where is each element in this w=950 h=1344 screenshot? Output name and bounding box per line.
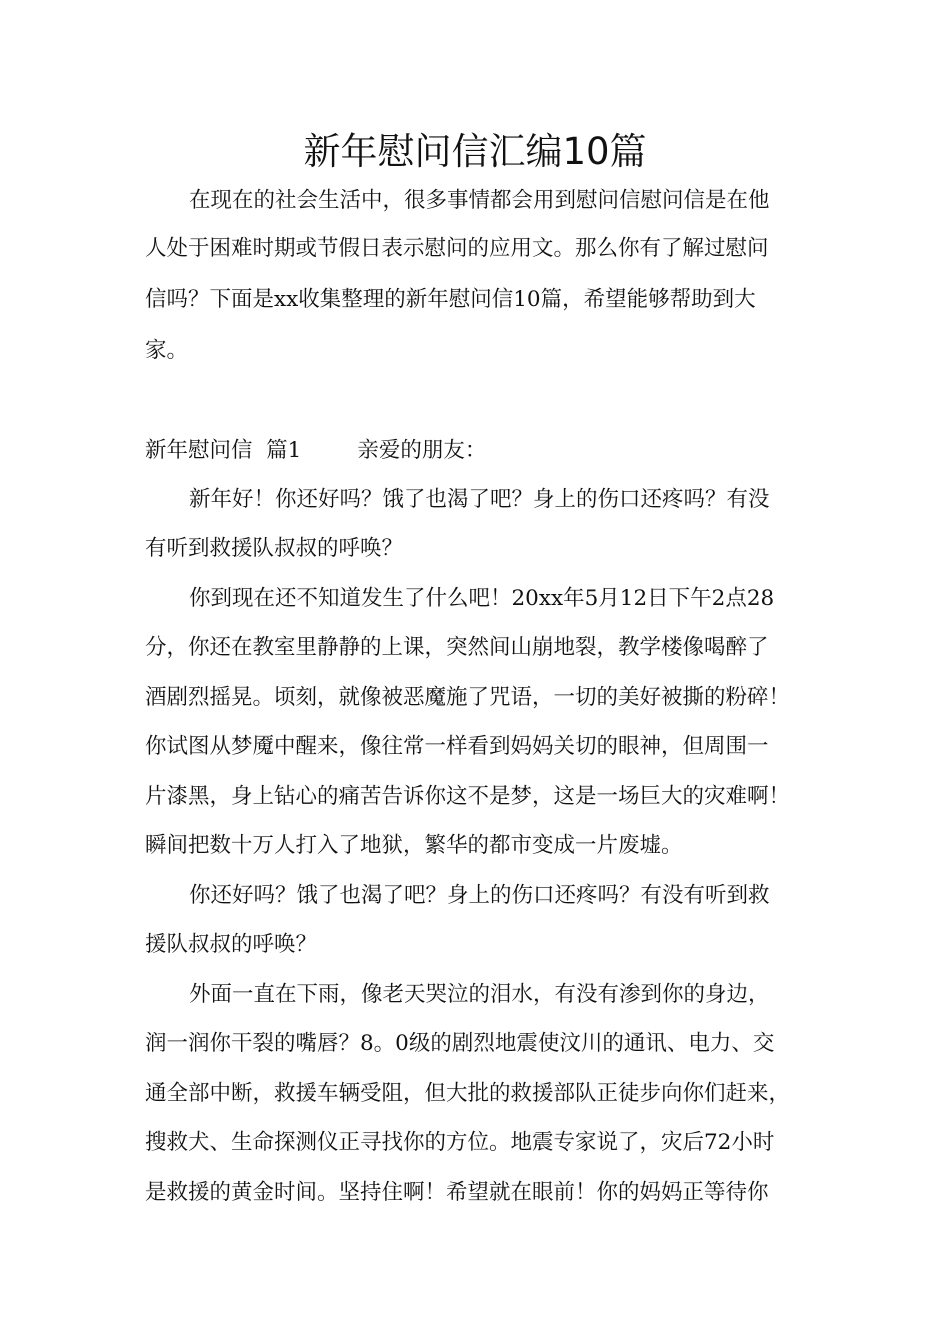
body-line: 片漆黑，身上钻心的痛苦告诉你这不是梦，这是一场巨大的灾难啊！ — [145, 784, 791, 809]
document-title: 新年慰问信汇编10篇 — [303, 130, 647, 173]
body-line: 外面一直在下雨，像老天哭泣的泪水，有没有渗到你的身边， — [189, 982, 770, 1007]
body-line: 搜救犬、生命探测仪正寻找你的方位。地震专家说了，灾后72小时 — [145, 1130, 775, 1155]
body-line: 分，你还在教室里静静的上课，突然间山崩地裂，教学楼像喝醉了 — [145, 635, 769, 660]
body-line: 通全部中断，救援车辆受阻，但大批的救援部队正徒步向你们赶来， — [145, 1081, 791, 1106]
body-line: 酒剧烈摇晃。顷刻，就像被恶魔施了咒语，一切的美好被撕的粉碎！ — [145, 685, 791, 710]
intro-line: 家。 — [145, 338, 189, 363]
body-line: 瞬间把数十万人打入了地狱，繁华的都市变成一片废墟。 — [145, 833, 683, 858]
body-line: 你试图从梦魇中醒来，像往常一样看到妈妈关切的眼神，但周围一 — [145, 734, 769, 759]
body-line: 有听到救援队叔叔的呼唤？ — [145, 536, 404, 561]
salutation: 亲爱的朋友： — [357, 438, 487, 463]
section-heading-line — [145, 436, 486, 466]
body-line: 润一润你干裂的嘴唇？8。0级的剧烈地震使汶川的通讯、电力、交 — [145, 1031, 775, 1056]
section-heading: 新年慰问信 篇1 — [145, 438, 302, 463]
intro-line: 信吗？下面是xx收集整理的新年慰问信10篇，希望能够帮助到大 — [145, 287, 756, 312]
body-line: 你还好吗？饿了也渴了吧？身上的伤口还疼吗？有没有听到救 — [189, 883, 770, 908]
intro-line: 在现在的社会生活中，很多事情都会用到慰问信慰问信是在他 — [189, 188, 770, 213]
body-line: 援队叔叔的呼唤？ — [145, 932, 318, 957]
intro-line: 人处于困难时期或节假日表示慰问的应用文。那么你有了解过慰问 — [145, 236, 769, 261]
body-line: 新年好！你还好吗？饿了也渴了吧？身上的伤口还疼吗？有没 — [189, 487, 770, 512]
body-line: 你到现在还不知道发生了什么吧！20xx年5月12日下午2点28 — [189, 586, 775, 611]
body-line: 是救援的黄金时间。坚持住啊！希望就在眼前！你的妈妈正等待你 — [145, 1180, 769, 1205]
